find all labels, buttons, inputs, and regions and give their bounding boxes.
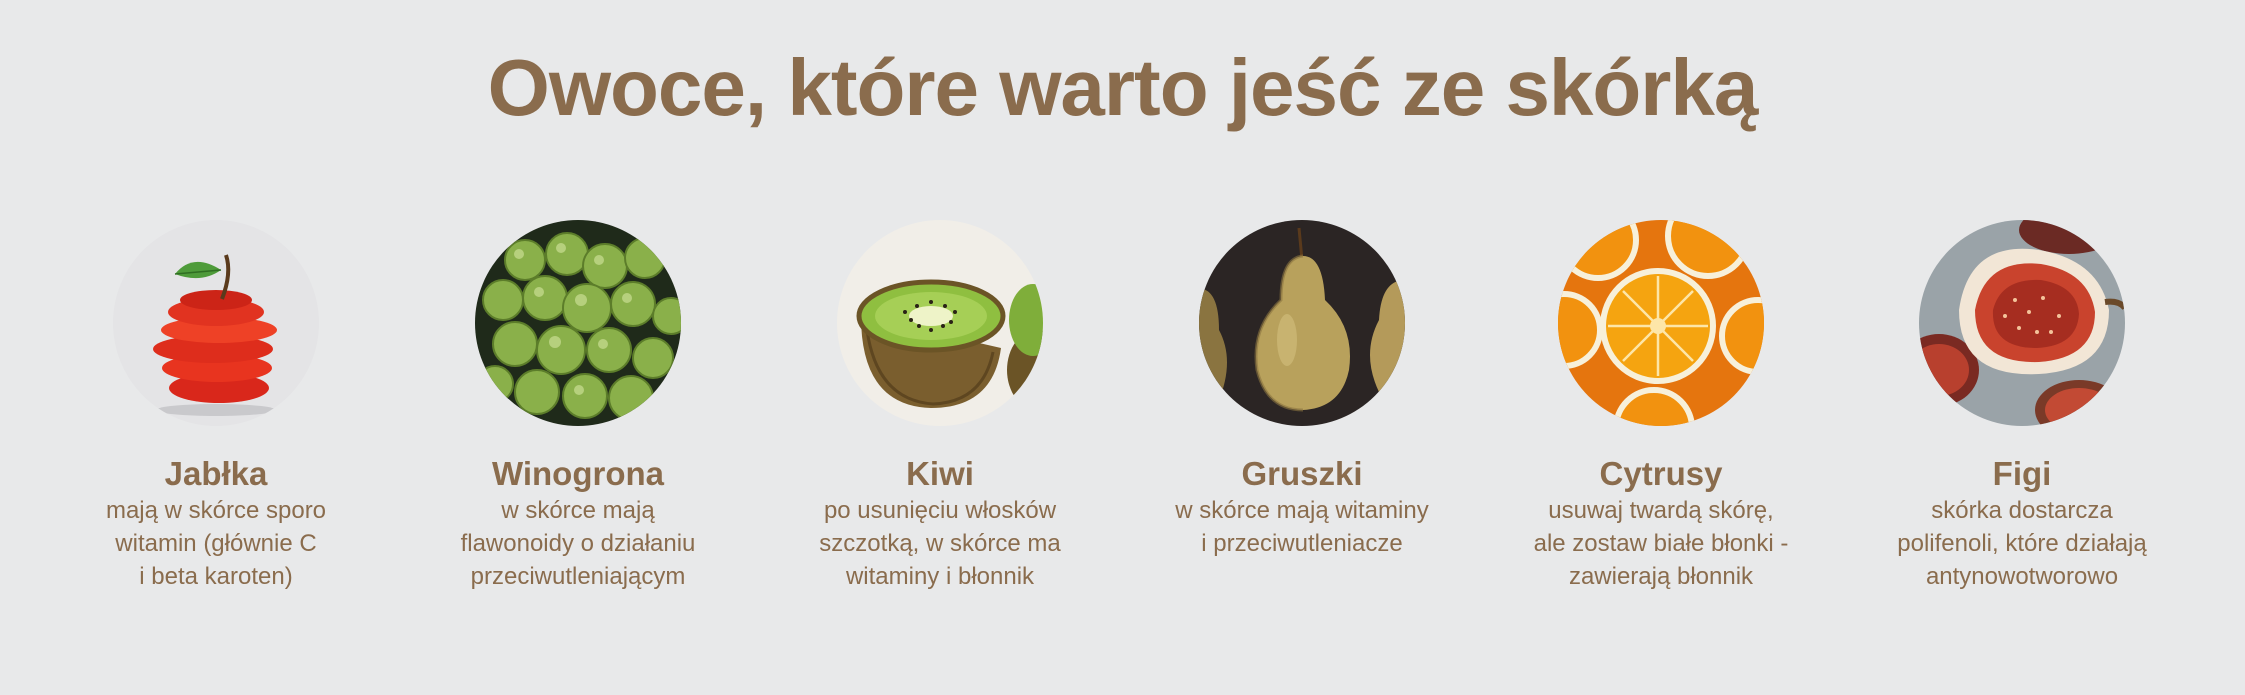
oranges-photo	[1558, 220, 1764, 426]
fruit-card-apple	[56, 220, 376, 593]
fruit-name: Figi	[1992, 455, 2052, 492]
fruit-card-figs	[1862, 220, 2182, 593]
fruit-name: Winogrona	[491, 455, 664, 492]
fruit-description: mają w skórce sporo witamin (głównie C i beta karoten)	[105, 497, 327, 590]
fruit-description: skórka dostarcza polifenoli, które działają antynowotworowo	[1897, 497, 2147, 590]
fruit-card-grapes	[418, 220, 738, 593]
fruit-list	[0, 220, 2245, 620]
fruit-name: Kiwi	[906, 455, 974, 492]
fruit-description: po usunięciu włosków szczotką, w skórce ma witaminy i błonnik	[819, 497, 1061, 590]
pears-photo	[1199, 220, 1405, 426]
fruit-name: Gruszki	[1241, 455, 1363, 492]
grapes-photo	[475, 220, 681, 426]
fruit-card-pears	[1142, 220, 1462, 560]
fruit-card-oranges	[1501, 220, 1821, 593]
fruit-name: Cytrusy	[1599, 455, 1723, 492]
fruit-description: usuwaj twardą skórę, ale zostaw białe błonki - zawierają błonnik	[1533, 497, 1789, 590]
kiwi-photo	[837, 220, 1043, 426]
fruit-description: w skórce mają witaminy i przeciwutleniacze	[1175, 497, 1429, 557]
apple-photo	[113, 220, 319, 426]
fruit-name: Jabłka	[164, 455, 268, 492]
fruit-card-kiwi	[780, 220, 1100, 593]
page-title: Owoce, które warto jeść ze skórką	[487, 43, 1758, 132]
figs-photo	[1919, 220, 2125, 426]
fruit-description: w skórce mają flawonoidy o działaniu przeciwutleniającym	[460, 497, 696, 590]
